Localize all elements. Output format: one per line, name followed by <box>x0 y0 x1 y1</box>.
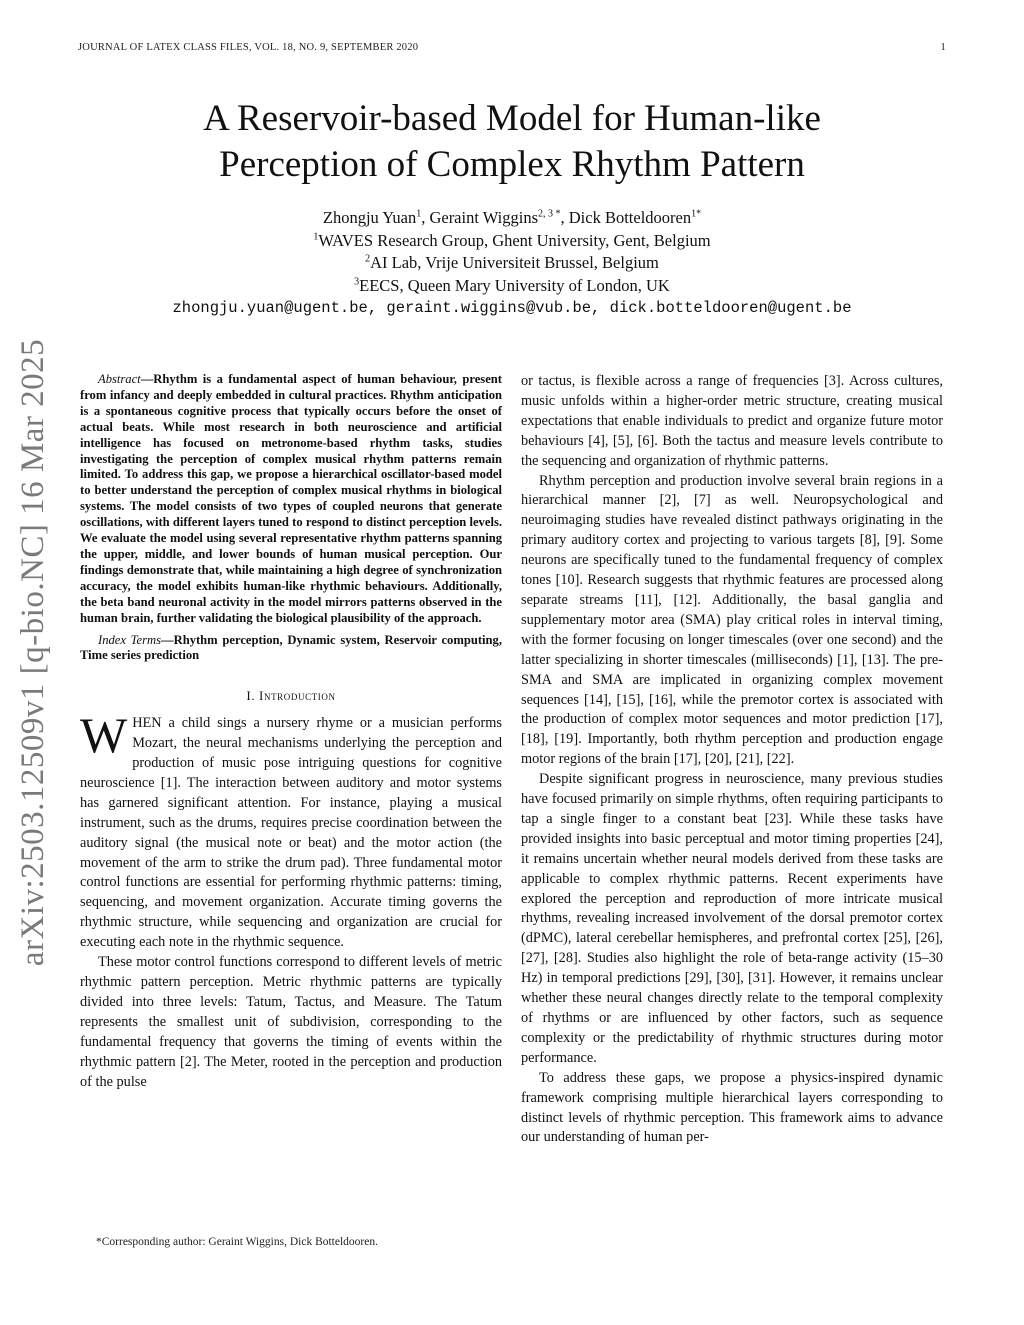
running-head <box>78 42 946 53</box>
abstract <box>80 372 502 627</box>
paper-title <box>100 96 924 188</box>
author-3-affil: 1* <box>691 208 702 220</box>
affiliation-2 <box>80 252 944 275</box>
abstract-label: Abstract <box>98 372 141 386</box>
title-line-2: Perception of Complex Rhythm Pattern <box>219 144 805 185</box>
affiliation-3 <box>80 275 944 298</box>
abstract-text: —Rhythm is a fundamental aspect of human behaviour, present from infancy and deeply embedded in cultural practices. Rhythm anticipation is a spontaneous cognitive process that typically occurs before the onset of actual beats. While most research in both neuroscience and artificial intelligence has focused on metronome-based rhythm tasks, studies investigating the perception of complex musical rhythm patterns remain limited. To address this gap, we propose a hierarchical oscillator-based model to better understand the perception of complex musical rhythms in biological systems. The model consists of two types of coupled neurons that generate oscillations, with different layers tuned to respond to distinct perception levels. We evaluate the model using several representative rhythm patterns spanning the upper, middle, and lower bounds of human musical perception. Our findings demonstrate that, while maintaining a high degree of synchronization accuracy, the model exhibits human-like rhythmic behaviours. Additionally, the beta band neuronal activity in the model mirrors patterns observed in the human brain, further validating the biological plausibility of the approach. <box>80 372 502 625</box>
section-numeral: I. <box>246 688 260 704</box>
affiliation-1-mark: 1 <box>313 231 319 242</box>
author-1: Zhongju Yuan <box>322 208 417 227</box>
affiliation-2-text: AI Lab, Vrije Universiteit Brussel, Belgium <box>370 253 659 272</box>
author-2: Geraint Wiggins <box>429 208 539 227</box>
index-terms-text: —Rhythm perception, Dynamic system, Reservoir computing, Time series prediction <box>80 632 502 663</box>
footnote-text: *Corresponding author: Geraint Wiggins, Dick Botteldooren. <box>96 1236 378 1248</box>
section-heading-introduction <box>80 686 502 706</box>
title-line-1: A Reservoir-based Model for Human-like <box>203 98 821 139</box>
arxiv-stamp <box>8 330 60 975</box>
index-terms <box>80 633 502 665</box>
right-paragraph-3: Despite significant progress in neuroscience, many previous studies have focused primarily on simple rhythms, often requiring participants to tap a single finger to a constant beat [23]. While these tasks have provided insights into basic perceptual and motor timing properties [24], it remains uncertain whether neural models derived from these tasks are applicable to complex rhythmic patterns. Recent experiments have explored the perception and reproduction of more intricate musical rhythms, revealing increased involvement of the dorsal premotor cortex (dPMC), lateral cerebellar hemispheres, and prefrontal cortex [25], [26], [27], [28]. Studies also highlight the role of beta-range activity (15–30 Hz) in temporal predictions [29], [30], [31]. However, it remains unclear whether these neural changes directly relate to the temporal complexity of rhythms or are influenced by other factors, such as sequence complexity or the predictability of rhythmic structures during motor performance. <box>521 771 943 1066</box>
right-paragraph-4: To address these gaps, we propose a physics-inspired dynamic framework comprising multiple hierarchical layers corresponding to distinct levels of rhythmic perception. This framework aims to advance our understanding of human per- <box>521 1069 943 1146</box>
author-3: Dick Botteldooren <box>568 208 692 227</box>
section-title: Introduction <box>259 688 336 704</box>
index-terms-label: Index Terms <box>98 632 161 647</box>
author-names <box>80 207 944 230</box>
intro-paragraph-2: These motor control functions correspond to different levels of metric rhythmic pattern perception. Metric rhythmic patterns are typically divided into three levels: Tatum, Tactus, and Measure. The Tatum represents the smallest unit of subdivision, corresponding to the fundamental frequency that governs the timing of events within the rhythmic pattern [2]. The Meter, rooted in the perception and production of the pulse <box>80 954 502 1090</box>
affiliation-1-text: WAVES Research Group, Ghent University, Gent, Belgium <box>318 230 711 250</box>
intro-paragraph-1-text: HEN a child sings a nursery rhyme or a musician performs Mozart, the neural mechanisms underlying the perception and production of music pose intriguing questions for cognitive neuroscience [1]. The interaction between auditory and motor systems has garnered significant attention. For instance, playing a musical instrument, such as the drums, requires precise coordination between the auditory signal (the musical note or beat) and the motor action (the movement of the arm to strike the drum pad). Three fundamental motor control functions are essential for performing rhythmic patterns: timing, sequencing, and movement organization. Accurate timing governs the rhythmic structure, while sequencing and organization are crucial for executing each note in the rhythmic sequence. <box>80 715 502 951</box>
author-separator: , <box>421 208 430 227</box>
right-paragraph-1: or tactus, is flexible across a range of frequencies [3]. Across cultures, music unfolds within a higher-order metric structure, creating musical expectations that enable individuals to predict and organize future motor behaviours [4], [5], [6]. Both the tactus and measure levels contribute to the sequencing and organization of rhythmic patterns. <box>521 373 943 469</box>
page-number: 1 <box>940 42 946 53</box>
right-paragraph-2: Rhythm perception and production involve several brain regions in a hierarchical manner [2], [7] as well. Neuropsychological and neuroimaging studies have revealed distinct pathways originating in the primary auditory cortex and projecting to various targets [8], [9]. Some neurons are specifically tuned to the fundamental frequency of complex tones [10]. Research suggests that rhythmic features are processed along separate streams [11], [12]. Additionally, the basal ganglia and supplementary motor area (SMA) play critical roles in interval timing, with the former focusing on longer timescales (over one second) and the latter specializing in shorter timescales (milliseconds) [1], [13]. The pre-SMA and SMA are implicated in organizing complex movement sequences [14], [15], [16], while the premotor cortex is associated with the production of complex motor sequences and motor prediction [17], [18], [19]. Importantly, both rhythm perception and production engage motor regions of the brain [17], [20], [21], [22]. <box>521 472 943 768</box>
arxiv-identifier: arXiv:2503.12509v1 [q-bio.NC] 16 Mar 2025 <box>15 338 52 967</box>
left-column <box>80 372 502 1092</box>
footnote <box>80 1236 502 1248</box>
affiliation-2-mark: 2 <box>365 253 371 265</box>
journal-header: JOURNAL OF LATEX CLASS FILES, VOL. 18, NO. 9, SEPTEMBER 2020 <box>78 42 419 53</box>
affiliation-3-text: EECS, Queen Mary University of London, UK <box>359 275 670 295</box>
affiliation-3-mark: 3 <box>354 276 360 287</box>
author-1-affil: 1 <box>416 208 422 220</box>
drop-cap: W <box>80 707 128 764</box>
author-2-affil: 2, 3 * <box>538 208 561 220</box>
right-column <box>521 372 943 1148</box>
author-emails: zhongju.yuan@ugent.be, geraint.wiggins@vub.be, dick.botteldooren@ugent.be <box>172 299 852 317</box>
author-block <box>80 207 944 320</box>
affiliation-1 <box>80 230 944 253</box>
intro-paragraph-1 <box>80 707 502 953</box>
author-separator: , <box>560 208 569 227</box>
